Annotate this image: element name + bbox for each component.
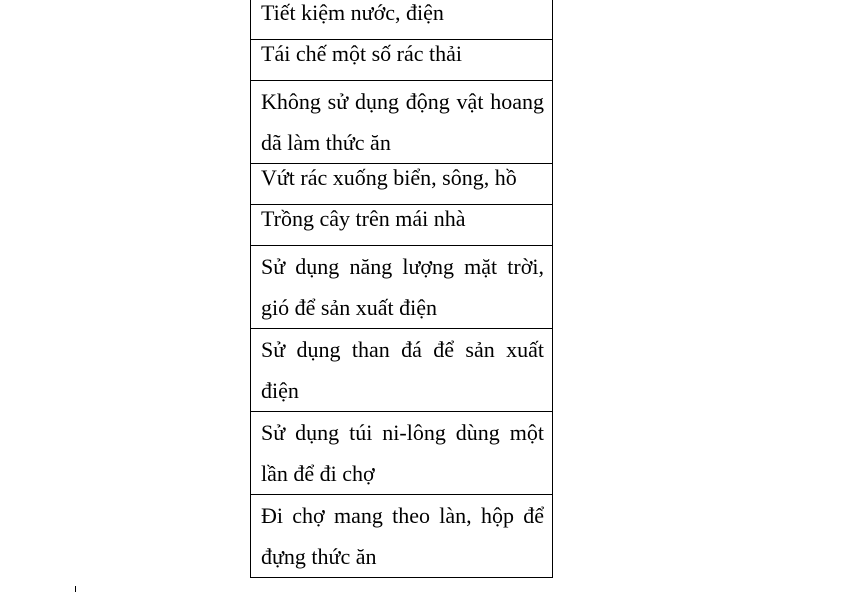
table-cell-activity: Không sử dụng động vật hoang dã làm thức ăn [251, 81, 553, 164]
table-row [251, 246, 553, 329]
table-cell-activity: Sử dụng năng lượng mặt trời, gió để sản xuất điện [251, 246, 553, 329]
activities-table [250, 0, 553, 578]
table-row [251, 81, 553, 164]
table-cell-activity: Tiết kiệm nước, điện [251, 0, 553, 40]
table-cell-activity: Đi chợ mang theo làn, hộp để đựng thức ăn [251, 495, 553, 578]
table-cell-activity: Tái chế một số rác thải [251, 40, 553, 81]
table-cell-activity: Sử dụng túi ni-lông dùng một lần để đi chợ [251, 412, 553, 495]
table-row [251, 0, 553, 40]
table-row [251, 495, 553, 578]
text-cursor-mark [75, 586, 76, 592]
table-cell-activity: Sử dụng than đá để sản xuất điện [251, 329, 553, 412]
table-cell-activity: Trồng cây trên mái nhà [251, 205, 553, 246]
table-row [251, 40, 553, 81]
table-row [251, 164, 553, 205]
table-row [251, 412, 553, 495]
table-cell-activity: Vứt rác xuống biển, sông, hồ [251, 164, 553, 205]
table-row [251, 205, 553, 246]
table-row [251, 329, 553, 412]
